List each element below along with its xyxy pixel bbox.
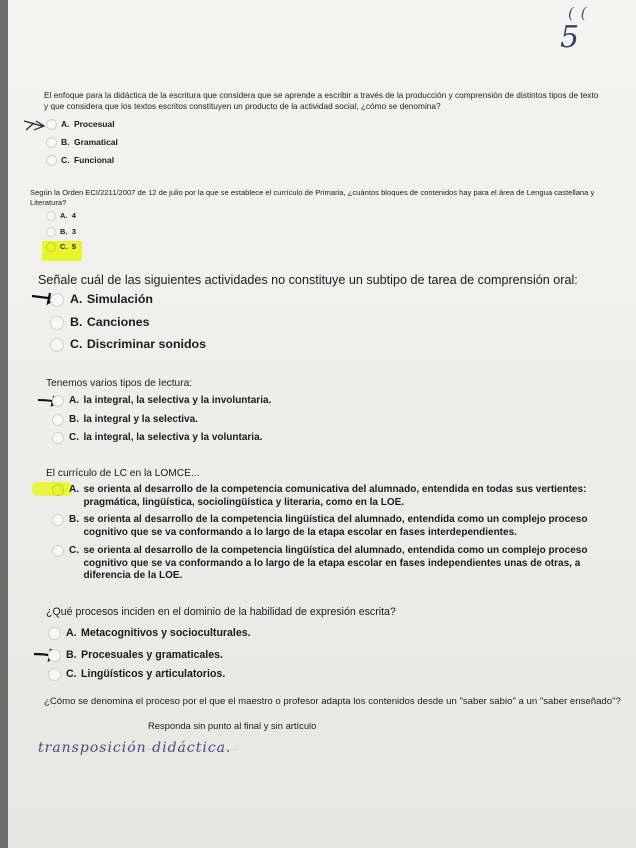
corner-mark: ( ( <box>568 4 588 22</box>
radio-icon[interactable] <box>52 545 64 557</box>
question-3-prompt: Señale cuál de las siguientes actividades no constituye un subtipo de tarea de comprensión oral: <box>38 273 578 287</box>
page-number-handwritten: 5 <box>560 20 581 55</box>
question-6-option-b[interactable]: B. Procesuales y gramaticales. <box>48 649 223 667</box>
radio-icon[interactable] <box>50 316 64 330</box>
question-3-option-c[interactable]: C. Discriminar sonidos <box>50 337 206 355</box>
radio-icon[interactable] <box>52 414 64 426</box>
question-1-option-b[interactable]: B. Gramatical <box>46 137 118 155</box>
question-7-prompt: ¿Cómo se denomina el proceso por el que el maestro o profesor adapta los contenidos desde un "saber sabio" a un "saber enseñado"? <box>44 696 621 707</box>
question-4-option-b[interactable]: B. la integral y la selectiva. <box>52 414 198 432</box>
question-1-option-c[interactable]: C. Funcional <box>46 155 114 173</box>
radio-icon[interactable] <box>52 432 64 444</box>
radio-icon[interactable] <box>46 227 56 237</box>
question-2-prompt: Según la Orden ECI/2211/2007 de 12 de julio por la que se establece el currículo de Primaria, ¿cuántos bloques de contenidos hay para el área de Lengua castellana y Literatura? <box>30 188 595 207</box>
radio-icon[interactable] <box>52 484 64 496</box>
answer-instruction: Responda sin punto al final y sin artículo <box>148 720 317 731</box>
radio-icon[interactable] <box>46 242 56 252</box>
radio-icon[interactable] <box>52 395 64 407</box>
radio-icon[interactable] <box>50 293 64 307</box>
question-1-prompt: El enfoque para la didáctica de la escritura que considera que se aprende a escribir a través de la producción y comprensión de distintos tipos de texto y que considera que los textos escritos constituyen un producto de la actividad social, ¿cómo se denomina? <box>44 90 599 111</box>
question-2-option-c[interactable]: C. 5 <box>42 241 82 261</box>
question-5-prompt: El currículo de LC en la LOMCE... <box>46 468 200 479</box>
question-3-option-a[interactable]: A. Simulación <box>50 292 153 310</box>
question-2-option-b[interactable]: B. 3 <box>46 227 76 245</box>
radio-icon[interactable] <box>50 338 64 352</box>
question-5-option-c[interactable]: C. se orienta al desarrollo de la competencia lingüística del alumnado, entendida como un complejo proceso cognitivo que se va conformando a lo largo de la etapa escolar en fases independientes unas de otras, a diferencia de la LOE. <box>52 545 587 583</box>
radio-icon[interactable] <box>46 211 56 221</box>
question-2-option-a[interactable]: A. 4 <box>46 211 76 229</box>
radio-icon[interactable] <box>46 155 57 166</box>
radio-icon[interactable] <box>48 668 61 681</box>
question-3-option-b[interactable]: B. Canciones <box>50 315 150 333</box>
question-4-prompt: Tenemos varios tipos de lectura: <box>46 378 193 389</box>
handwritten-answer: transposición didáctica. <box>38 740 232 756</box>
question-5-option-a[interactable]: A. se orienta al desarrollo de la competencia comunicativa del alumnado, entendida en todas sus vertientes: pragmática, lingüística, sociolingüística y literaria, como en la LOE. <box>52 484 586 509</box>
question-6-prompt: ¿Qué procesos inciden en el dominio de la habilidad de expresión escrita? <box>46 606 396 618</box>
radio-icon[interactable] <box>48 649 61 662</box>
radio-icon[interactable] <box>46 119 57 130</box>
radio-icon[interactable] <box>52 514 64 526</box>
question-6-option-a[interactable]: A. Metacognitivos y socioculturales. <box>48 627 251 645</box>
radio-icon[interactable] <box>46 137 57 148</box>
question-4-option-a[interactable]: A. la integral, la selectiva y la involuntaria. <box>52 395 271 413</box>
handwritten-arrow-icon <box>22 118 48 135</box>
question-6-option-c[interactable]: C. Lingüísticos y articulatorios. <box>48 668 225 686</box>
question-1-option-a[interactable]: A. Procesual <box>46 119 115 137</box>
radio-icon[interactable] <box>48 627 61 640</box>
question-4-option-c[interactable]: C. la integral, la selectiva y la voluntaria. <box>52 432 262 450</box>
exam-sheet <box>8 0 636 848</box>
question-5-option-b[interactable]: B. se orienta al desarrollo de la competencia lingüística del alumnado, entendida como un complejo proceso cognitivo que se va conformando a lo largo de la etapa escolar en fases interdependientes. <box>52 514 587 539</box>
